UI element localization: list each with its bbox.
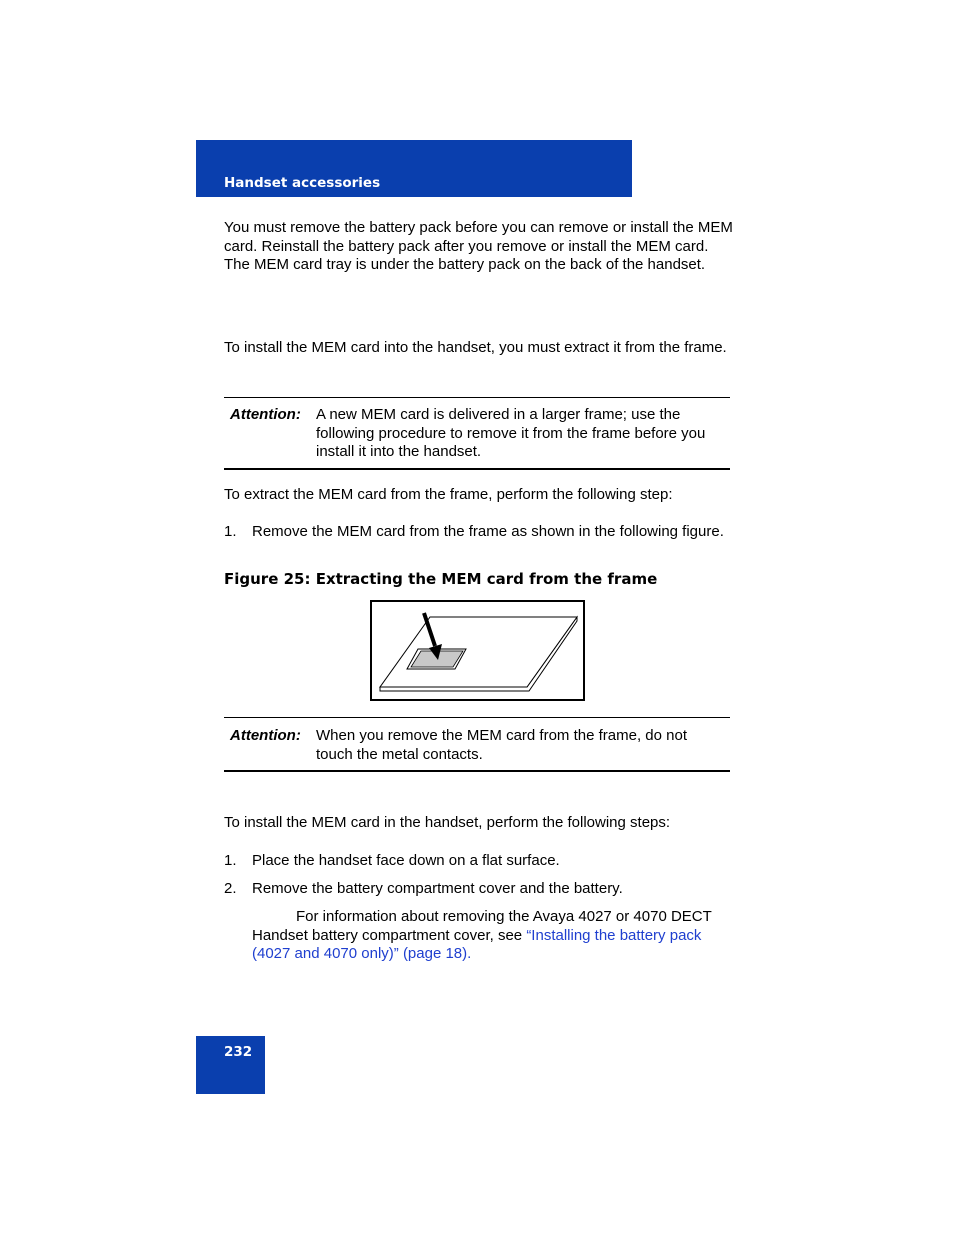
attention-label: Attention:	[230, 727, 301, 744]
frame-surface	[380, 617, 577, 687]
list-item	[224, 523, 734, 542]
list-item	[224, 852, 734, 871]
step-number: 1.	[224, 852, 237, 869]
extract-intro-paragraph: To install the MEM card into the handset, you must extract it from the frame.	[224, 339, 727, 356]
header-band	[196, 140, 632, 197]
intro-paragraph: You must remove the battery pack before you can remove or install the MEM card. Reinstall the battery pack after you remove or install the MEM card. The MEM card tray is under the battery pack on the back of the handset.	[224, 219, 733, 274]
figure-caption: Figure 25: Extracting the MEM card from the frame	[224, 570, 658, 588]
step-number: 1.	[224, 523, 237, 540]
page-number-band	[196, 1036, 265, 1094]
figure-frame	[370, 600, 585, 701]
step-text: Place the handset face down on a flat surface.	[252, 852, 560, 869]
step-text: Remove the MEM card from the frame as shown in the following figure.	[252, 523, 724, 540]
attention-text: A new MEM card is delivered in a larger frame; use the following procedure to remove it from the frame before you install it into the handset.	[316, 406, 706, 461]
battery-pack-link[interactable]: “Installing the battery pack (4027 and 4070 only)” (page 18).	[252, 926, 702, 963]
step-text: Remove the battery compartment cover and the battery.	[252, 880, 623, 897]
install-note	[252, 908, 734, 964]
install-intro: To install the MEM card in the handset, perform the following steps:	[224, 814, 671, 831]
extract-step-intro: To extract the MEM card from the frame, perform the following step:	[224, 486, 673, 503]
step-number: 2.	[224, 880, 237, 897]
attention-label: Attention:	[230, 406, 301, 423]
note-text: For information about removing the Avaya 4027 or 4070 DECT Handset battery compartment cover, see	[252, 908, 712, 944]
page-number: 232	[224, 1044, 253, 1060]
list-item	[224, 880, 734, 899]
attention-box-2	[224, 717, 730, 772]
mem-card-extraction-illustration	[372, 602, 583, 699]
section-title: Handset accessories	[224, 175, 381, 191]
attention-text: When you remove the MEM card from the frame, do not touch the metal contacts.	[316, 727, 687, 763]
attention-box-1	[224, 397, 730, 470]
